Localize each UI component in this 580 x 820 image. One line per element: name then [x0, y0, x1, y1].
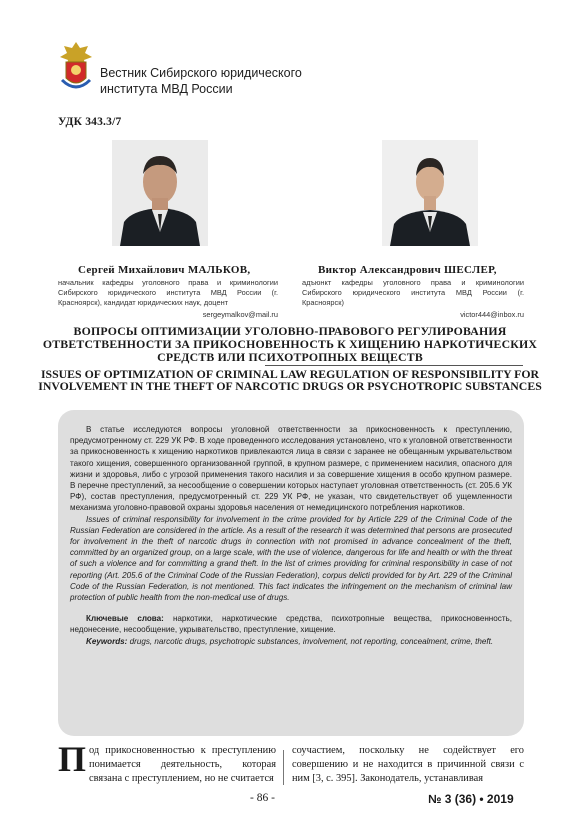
udk-code: УДК 343.3/7: [58, 116, 122, 128]
author-photo-malkov: [112, 140, 208, 246]
author-affiliation-shesler: адъюнкт кафедры уголовного права и криминологии Сибирского юридического института МВД России (г. Красноярск): [302, 278, 524, 307]
journal-title: [100, 65, 320, 97]
keywords-en-text: drugs, narcotic drugs, psychotropic substances, involvement, not reporting, concealment, crime, theft.: [129, 636, 494, 646]
journal-title-line2: института МВД России: [100, 82, 233, 96]
drop-cap: П: [58, 739, 87, 779]
article-title-ru: ВОПРОСЫ ОПТИМИЗАЦИИ УГОЛОВНО-ПРАВОВОГО РЕГУЛИРОВАНИЯ ОТВЕТСТВЕННОСТИ ЗА ПРИКОСНОВЕННОСТЬ К ХИЩЕНИЮ НАРКОТИЧЕСКИХ СРЕДСТВ ИЛИ ПСИХОТРОПНЫХ ВЕЩЕСТВ: [42, 324, 538, 364]
author-name-shesler: Виктор Александрович ШЕСЛЕР,: [318, 264, 497, 276]
title-divider: [265, 365, 523, 366]
page-number: - 86 -: [250, 792, 275, 804]
article-title-en: ISSUES OF OPTIMIZATION OF CRIMINAL LAW REGULATION OF RESPONSIBILITY FOR INVOLVEMENT IN THE THEFT OF NARCOTIC DRUGS OR PSYCHOTROPIC SUBSTANCES: [38, 367, 542, 393]
author-email-shesler[interactable]: victor444@inbox.ru: [460, 310, 524, 319]
keywords-ru-label: Ключевые слова:: [86, 614, 164, 624]
issue-number: № 3 (36) • 2019: [428, 792, 514, 806]
institute-emblem: [58, 40, 94, 94]
body-column-left: [58, 739, 276, 786]
author-affiliation-malkov: начальник кафедры уголовного права и криминологии Сибирского юридического института МВД России (г. Красноярск), кандидат юридических наук, доцент: [58, 278, 278, 307]
column-divider: [283, 750, 284, 785]
author-name-malkov: Сергей Михайлович МАЛЬКОВ,: [78, 264, 251, 276]
author-photo-shesler: [382, 140, 478, 246]
keywords-en: [70, 636, 512, 647]
keywords-ru-text: наркотики, наркотические средства, психотропные вещества, прикосновенность, недонесение, несообщение, укрывательство, преступление, хищение.: [70, 614, 512, 635]
body-column-right: [292, 744, 524, 786]
abstract-box: [58, 410, 524, 736]
abstract-ru: В статье исследуются вопросы уголовной ответственности за прикосновенность к преступлению, предусмотренному ст. 229 УК РФ. В ходе проведенного исследования установлено, что к уголовной ответственности за прикосновенность к хищению наркотиков привлекаются лица в связи с заранее не обещанным укрывательством такого хищения, совершенного организованной группой, в крупном размере, с применением насилия, опасного для жизни и здоровья, либо с угрозой применения такого насилия и за совершение хищения в особо крупном размере. В перечне преступлений, за несообщение о совершении которых наступает уголовная ответственность (ст. 205.6 УК РФ), состав преступления, предусмотренный ст. 229 УК РФ, не указан, что свидетельствует об ущемленности механизма уголовно-правовой охраны здоровья населения от немедицинского потребления наркотиков.: [70, 425, 512, 513]
keywords-ru: [70, 613, 512, 635]
body-text-left: од прикосновенностью к преступлению понимается деятельность, которая связана с преступлением, но не считается: [89, 745, 276, 784]
author-email-malkov[interactable]: sergeymalkov@mail.ru: [202, 310, 278, 319]
abstract-en: Issues of criminal responsibility for involvement in the crime provided for by Article 229 of the Criminal Code of the Russian Federation are considered in the article. As a result of the research it was determined that persons are prosecuted for involvement in the theft of narcotic drugs in connection with not promised in advance concealment of the theft, committed by an organized group, on a large scale, with the use of violence, dangerous for life and health or with the threat of such a violence and for committing a grand theft. In the list of crimes providing for criminal responsibility in case of not reporting (Art. 205.6 of the Criminal Code of the Russian Federation), corpus delicti provided for by Art. 229 of the Criminal Code of the Russian Federation, is not mentioned. This fact indicates the infringement on the mechanism of criminal law protection of public health from the non-medical use of drugs.: [70, 514, 512, 603]
journal-title-line1: Вестник Сибирского юридического: [100, 66, 302, 80]
keywords-en-label: Keywords:: [86, 636, 128, 646]
body-text-right: соучастием, поскольку не содействует его совершению и не находится в причинной связи с ним [3, с. 395]. Законодатель, устанавливая: [292, 745, 524, 784]
